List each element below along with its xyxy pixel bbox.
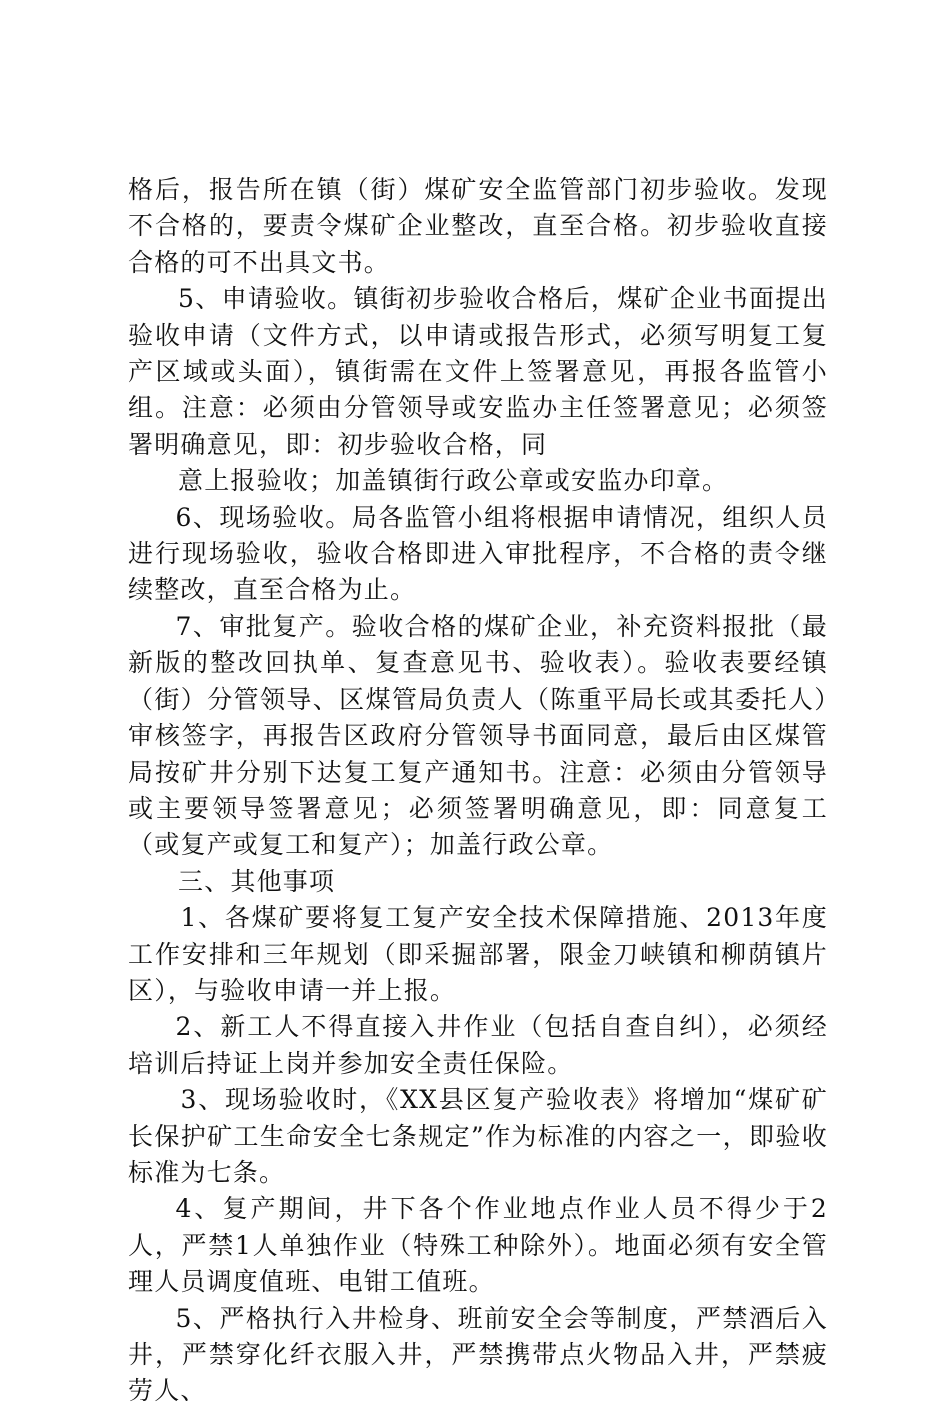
paragraph-item-1: 1、各煤矿要将复工复产安全技术保障措施、2013年度工作安排和三年规划（即采掘部署，限金刀峡镇和柳荫镇片区），与验收申请一并上报。 (128, 903, 828, 1005)
paragraph-item-2: 2、新工人不得直接入井作业（包括自查自纠），必须经培训后持证上岗并参加安全责任保险。 (128, 1012, 828, 1078)
paragraph-item-5: 5、严格执行入井检身、班前安全会等制度，严禁酒后入井，严禁穿化纤衣服入井，严禁携带点火物品入井，严禁疲劳人、 (128, 1303, 828, 1406)
paragraph-approval: 7、审批复产。验收合格的煤矿企业，补充资料报批（最新版的整改回执单、复查意见书、验收表）。验收表要经镇（街）分管领导、区煤管局负责人（陈重平局长或其委托人）审核签字，再报告区政府分管领导书面同意，最后由区煤管局按矿井分别下达复工复产通知书。注意：必须由分管领导或主要领导签署意见；必须签署明确意见，即：同意复工（或复产或复工和复产）；加盖行政公章。 (128, 611, 828, 860)
paragraph-item-4: 4、复产期间，井下各个作业地点作业人员不得少于2人，严禁1人单独作业（特殊工种除外）。地面必须有安全管理人员调度值班、电钳工值班。 (128, 1194, 828, 1297)
paragraph-item-3: 3、现场验收时，《XX县区复产验收表》将增加“煤矿矿长保护矿工生命安全七条规定”作为标准的内容之一，即验收标准为七条。 (128, 1085, 828, 1187)
paragraph-continuation: 格后，报告所在镇（街）煤矿安全监管部门初步验收。发现不合格的，要责令煤矿企业整改，直至合格。初步验收直接合格的可不出具文书。 (128, 175, 828, 277)
section-heading-other-matters: 三、其他事项 (178, 866, 336, 896)
paragraph-apply-acceptance-cont: 意上报验收；加盖镇街行政公章或安监办印章。 (178, 466, 729, 496)
paragraph-apply-acceptance: 5、申请验收。镇街初步验收合格后，煤矿企业书面提出验收申请（文件方式，以申请或报告形式，必须写明复工复产区域或头面），镇街需在文件上签署意见，再报各监管小组。注意：必须由分管领导或安监办主任签署意见；必须签署明确意见，即：初步验收合格，同 (128, 284, 828, 459)
paragraph-onsite-acceptance: 6、现场验收。局各监管小组将根据申请情况，组织人员进行现场验收，验收合格即进入审批程序，不合格的责令继续整改，直至合格为止。 (128, 502, 828, 605)
document-body (128, 172, 828, 1410)
